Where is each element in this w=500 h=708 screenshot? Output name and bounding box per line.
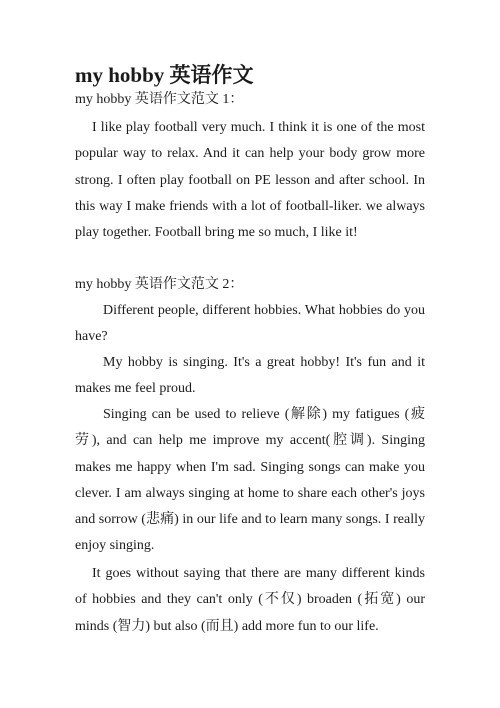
sample1-paragraph: I like play football very much. I think it is one of the most popular way to relax. And it can help your body grow more strong. I often play football on PE lesson and after school. In this way I make friends with a lot of football-liker. we always play together. Football bring me so much, I like it! [75,120,425,241]
sample1-heading: my hobby 英语作文范文 1： [75,92,244,107]
sample2-paragraph-1: Different people, different hobbies. What hobbies do you have? [75,303,425,345]
sample2-paragraph-3: Singing can be used to relieve (解除) my fatigues (疲劳), and can help me improve my accent(腔调). Singing makes me happy when I'm sad. Singing songs can make you clever. I am always singing at home to share each other's joys and sorrow (悲痛) in our life and to learn many songs. I really enjoy singing. [75,407,425,554]
sample2-heading: my hobby 英语作文范文 2： [75,277,244,292]
closing-paragraph: It goes without saying that there are many different kinds of hobbies and they can't only (不仅) broaden (拓宽) our minds (智力) but also (而且) add more fun to our life. [75,566,425,634]
sample2-paragraph-2: My hobby is singing. It's a great hobby! It's fun and it makes me feel proud. [75,355,425,397]
document-title: my hobby 英语作文 [75,63,254,87]
